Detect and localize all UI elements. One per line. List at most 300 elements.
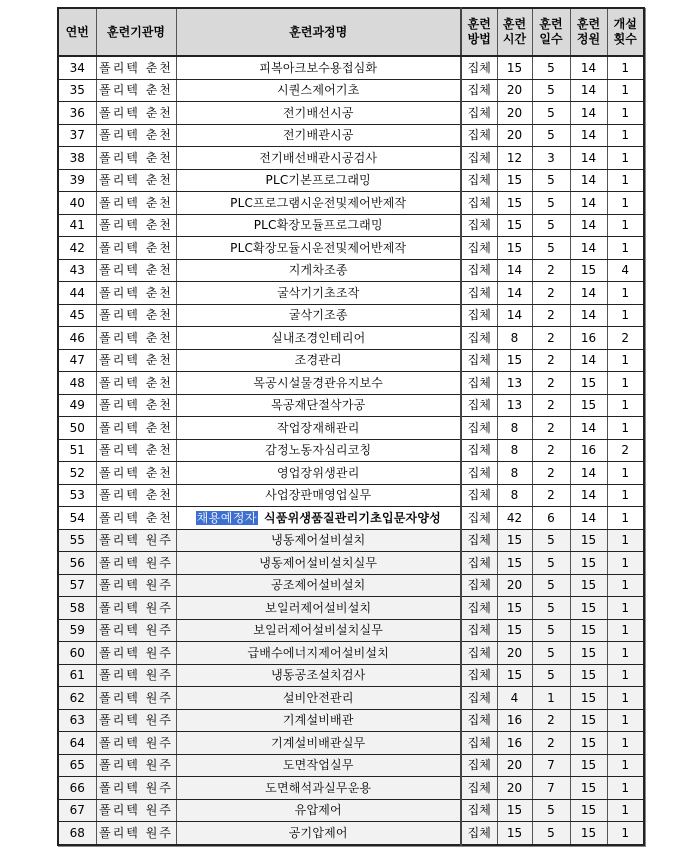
header-method-line1: 훈련: [467, 17, 491, 31]
cell-org: 폴리텍 원주: [96, 777, 176, 800]
table-row: [58, 56, 644, 79]
cell-course: 공기압제어: [176, 822, 461, 845]
cell-hours: 15: [497, 799, 532, 822]
cell-no: 67: [58, 799, 96, 822]
cell-org: 폴리텍 춘천: [96, 507, 176, 530]
cell-sessions: 1: [607, 192, 644, 215]
cell-org: 폴리텍 춘천: [96, 56, 176, 79]
cell-course: 피복아크보수용접심화: [176, 56, 461, 79]
cell-org: 폴리텍 춘천: [96, 237, 176, 260]
table-row: [58, 664, 644, 687]
table-row: [58, 462, 644, 485]
cell-capacity: 15: [570, 394, 607, 417]
cell-no: 66: [58, 777, 96, 800]
cell-hours: 8: [497, 484, 532, 507]
cell-course: 굴삭기조종: [176, 304, 461, 327]
cell-course: 감정노동자심리코칭: [176, 439, 461, 462]
table-row: [58, 237, 644, 260]
cell-org: 폴리텍 원주: [96, 664, 176, 687]
header-row: [58, 8, 644, 56]
cell-days: 2: [532, 439, 570, 462]
cell-org: 폴리텍 춘천: [96, 214, 176, 237]
cell-method: 집체: [461, 597, 497, 620]
cell-capacity: 15: [570, 822, 607, 845]
cell-sessions: 1: [607, 349, 644, 372]
cell-org: 폴리텍 춘천: [96, 102, 176, 125]
cell-course: 실내조경인테리어: [176, 327, 461, 350]
training-course-table: [57, 7, 645, 846]
cell-method: 집체: [461, 304, 497, 327]
cell-no: 38: [58, 147, 96, 170]
cell-days: 5: [532, 237, 570, 260]
header-org: 훈련기관명: [96, 8, 176, 56]
cell-days: 2: [532, 709, 570, 732]
cell-method: 집체: [461, 439, 497, 462]
cell-no: 34: [58, 56, 96, 79]
cell-course: 유압제어: [176, 799, 461, 822]
cell-sessions: 1: [607, 597, 644, 620]
cell-capacity: 16: [570, 439, 607, 462]
cell-course: 전기배선배관시공검사: [176, 147, 461, 170]
cell-hours: 15: [497, 529, 532, 552]
cell-method: 집체: [461, 484, 497, 507]
cell-hours: 15: [497, 552, 532, 575]
cell-sessions: 4: [607, 259, 644, 282]
cell-sessions: 1: [607, 214, 644, 237]
cell-org: 폴리텍 원주: [96, 619, 176, 642]
cell-sessions: 1: [607, 777, 644, 800]
cell-org: 폴리텍 원주: [96, 709, 176, 732]
cell-hours: 8: [497, 327, 532, 350]
table-row: [58, 349, 644, 372]
cell-days: 5: [532, 214, 570, 237]
cell-method: 집체: [461, 799, 497, 822]
cell-course: 급배수에너지제어설비설치: [176, 642, 461, 665]
cell-hours: 14: [497, 304, 532, 327]
table-row: [58, 574, 644, 597]
cell-capacity: 14: [570, 237, 607, 260]
cell-no: 63: [58, 709, 96, 732]
cell-capacity: 15: [570, 597, 607, 620]
cell-hours: 8: [497, 462, 532, 485]
cell-method: 집체: [461, 282, 497, 305]
cell-no: 65: [58, 754, 96, 777]
cell-days: 5: [532, 642, 570, 665]
header-days-line1: 훈련: [539, 17, 563, 31]
cell-hours: 20: [497, 102, 532, 125]
cell-org: 폴리텍 춘천: [96, 327, 176, 350]
table-row: [58, 417, 644, 440]
cell-hours: 16: [497, 732, 532, 755]
cell-capacity: 15: [570, 664, 607, 687]
cell-course: 냉동제어설비설치실무: [176, 552, 461, 575]
table-row: [58, 642, 644, 665]
table-row: [58, 687, 644, 710]
cell-capacity: 14: [570, 192, 607, 215]
cell-hours: 12: [497, 147, 532, 170]
cell-sessions: 1: [607, 372, 644, 395]
cell-capacity: 14: [570, 169, 607, 192]
cell-sessions: 1: [607, 56, 644, 79]
cell-capacity: 15: [570, 552, 607, 575]
cell-method: 집체: [461, 777, 497, 800]
cell-org: 폴리텍 춘천: [96, 79, 176, 102]
cell-org: 폴리텍 춘천: [96, 169, 176, 192]
table-row: [58, 327, 644, 350]
cell-org: 폴리텍 원주: [96, 642, 176, 665]
cell-days: 5: [532, 799, 570, 822]
cell-no: 47: [58, 349, 96, 372]
cell-capacity: 14: [570, 282, 607, 305]
cell-sessions: 1: [607, 237, 644, 260]
cell-course: 굴삭기기초조작: [176, 282, 461, 305]
cell-capacity: 15: [570, 754, 607, 777]
cell-days: 5: [532, 552, 570, 575]
cell-days: 2: [532, 732, 570, 755]
cell-no: 57: [58, 574, 96, 597]
cell-course: 기계설비배관: [176, 709, 461, 732]
cell-days: 3: [532, 147, 570, 170]
cell-no: 60: [58, 642, 96, 665]
table-row: [58, 192, 644, 215]
header-no: 연번: [58, 8, 96, 56]
cell-method: 집체: [461, 237, 497, 260]
table-row: [58, 507, 644, 530]
cell-hours: 42: [497, 507, 532, 530]
cell-no: 52: [58, 462, 96, 485]
header-capacity-line1: 훈련: [576, 17, 601, 31]
cell-days: 7: [532, 777, 570, 800]
cell-hours: 13: [497, 394, 532, 417]
cell-capacity: 14: [570, 507, 607, 530]
cell-method: 집체: [461, 664, 497, 687]
cell-no: 36: [58, 102, 96, 125]
header-capacity-line2: 정원: [576, 32, 601, 46]
cell-course: 설비안전관리: [176, 687, 461, 710]
cell-capacity: 15: [570, 574, 607, 597]
table-row: [58, 484, 644, 507]
cell-course: 목공재단절삭가공: [176, 394, 461, 417]
cell-org: 폴리텍 춘천: [96, 192, 176, 215]
cell-org: 폴리텍 원주: [96, 574, 176, 597]
cell-no: 53: [58, 484, 96, 507]
cell-no: 50: [58, 417, 96, 440]
cell-no: 59: [58, 619, 96, 642]
cell-days: 6: [532, 507, 570, 530]
cell-no: 51: [58, 439, 96, 462]
cell-days: 1: [532, 687, 570, 710]
cell-method: 집체: [461, 574, 497, 597]
cell-sessions: 1: [607, 664, 644, 687]
cell-course: PLC프로그램시운전및제어반제작: [176, 192, 461, 215]
cell-method: 집체: [461, 327, 497, 350]
cell-sessions: 1: [607, 124, 644, 147]
cell-method: 집체: [461, 259, 497, 282]
cell-method: 집체: [461, 754, 497, 777]
cell-org: 폴리텍 춘천: [96, 282, 176, 305]
cell-hours: 15: [497, 822, 532, 845]
cell-capacity: 15: [570, 619, 607, 642]
cell-no: 48: [58, 372, 96, 395]
cell-sessions: 1: [607, 484, 644, 507]
cell-no: 35: [58, 79, 96, 102]
cell-course: 기계설비배관실무: [176, 732, 461, 755]
cell-hours: 15: [497, 619, 532, 642]
cell-hours: 15: [497, 56, 532, 79]
cell-org: 폴리텍 춘천: [96, 259, 176, 282]
header-hours: [497, 8, 532, 56]
cell-days: 5: [532, 529, 570, 552]
cell-hours: 14: [497, 282, 532, 305]
cell-no: 45: [58, 304, 96, 327]
table-row: [58, 259, 644, 282]
cell-method: 집체: [461, 192, 497, 215]
cell-capacity: 14: [570, 147, 607, 170]
table-row: [58, 754, 644, 777]
cell-course: 전기배관시공: [176, 124, 461, 147]
cell-days: 5: [532, 619, 570, 642]
cell-no: 62: [58, 687, 96, 710]
cell-course: 작업장재해관리: [176, 417, 461, 440]
cell-sessions: 1: [607, 642, 644, 665]
table-row: [58, 282, 644, 305]
cell-course: 조경관리: [176, 349, 461, 372]
cell-course: PLC확장모듈시운전및제어반제작: [176, 237, 461, 260]
cell-hours: 15: [497, 237, 532, 260]
cell-days: 5: [532, 822, 570, 845]
hire-candidate-badge: 채용예정자: [196, 510, 258, 525]
cell-capacity: 14: [570, 124, 607, 147]
cell-hours: 8: [497, 439, 532, 462]
table-row: [58, 102, 644, 125]
cell-course: 목공시설물경관유지보수: [176, 372, 461, 395]
cell-capacity: 15: [570, 799, 607, 822]
cell-sessions: 1: [607, 529, 644, 552]
cell-capacity: 14: [570, 79, 607, 102]
cell-days: 7: [532, 754, 570, 777]
table-body: [58, 56, 644, 845]
cell-org: 폴리텍 춘천: [96, 349, 176, 372]
table-row: [58, 169, 644, 192]
header-sessions-line2: 횟수: [613, 32, 637, 46]
cell-hours: 20: [497, 574, 532, 597]
cell-capacity: 15: [570, 259, 607, 282]
cell-sessions: 1: [607, 417, 644, 440]
cell-method: 집체: [461, 394, 497, 417]
cell-no: 64: [58, 732, 96, 755]
table-row: [58, 439, 644, 462]
table-row: [58, 372, 644, 395]
cell-method: 집체: [461, 417, 497, 440]
cell-org: 폴리텍 원주: [96, 732, 176, 755]
cell-method: 집체: [461, 507, 497, 530]
cell-no: 37: [58, 124, 96, 147]
header-sessions-line1: 개설: [613, 17, 637, 31]
cell-days: 5: [532, 664, 570, 687]
cell-days: 2: [532, 282, 570, 305]
cell-org: 폴리텍 원주: [96, 597, 176, 620]
cell-days: 2: [532, 462, 570, 485]
cell-days: 2: [532, 417, 570, 440]
cell-course: 도면작업실무: [176, 754, 461, 777]
cell-method: 집체: [461, 732, 497, 755]
cell-days: 2: [532, 327, 570, 350]
cell-no: 49: [58, 394, 96, 417]
cell-method: 집체: [461, 124, 497, 147]
cell-course: PLC기본프로그래밍: [176, 169, 461, 192]
cell-method: 집체: [461, 529, 497, 552]
cell-capacity: 14: [570, 484, 607, 507]
cell-method: 집체: [461, 462, 497, 485]
cell-no: 55: [58, 529, 96, 552]
cell-sessions: 1: [607, 304, 644, 327]
cell-days: 2: [532, 349, 570, 372]
header-days-line2: 일수: [539, 32, 563, 46]
cell-sessions: 1: [607, 799, 644, 822]
cell-hours: 15: [497, 597, 532, 620]
cell-capacity: 14: [570, 102, 607, 125]
cell-capacity: 14: [570, 462, 607, 485]
cell-days: 5: [532, 192, 570, 215]
cell-method: 집체: [461, 56, 497, 79]
cell-days: 5: [532, 169, 570, 192]
cell-capacity: 14: [570, 56, 607, 79]
cell-hours: 4: [497, 687, 532, 710]
cell-org: 폴리텍 원주: [96, 822, 176, 845]
cell-method: 집체: [461, 169, 497, 192]
cell-hours: 15: [497, 214, 532, 237]
cell-sessions: 1: [607, 732, 644, 755]
table-row: [58, 147, 644, 170]
cell-sessions: 1: [607, 102, 644, 125]
cell-no: 39: [58, 169, 96, 192]
cell-sessions: 2: [607, 439, 644, 462]
table-row: [58, 394, 644, 417]
cell-method: 집체: [461, 349, 497, 372]
cell-sessions: 1: [607, 394, 644, 417]
cell-method: 집체: [461, 102, 497, 125]
cell-no: 54: [58, 507, 96, 530]
table-row: [58, 214, 644, 237]
cell-method: 집체: [461, 822, 497, 845]
cell-days: 5: [532, 597, 570, 620]
cell-hours: 20: [497, 777, 532, 800]
cell-capacity: 15: [570, 529, 607, 552]
cell-org: 폴리텍 춘천: [96, 147, 176, 170]
cell-org: 폴리텍 춘천: [96, 484, 176, 507]
cell-hours: 14: [497, 259, 532, 282]
cell-hours: 20: [497, 754, 532, 777]
cell-org: 폴리텍 춘천: [96, 304, 176, 327]
cell-course: 냉동공조설치검사: [176, 664, 461, 687]
cell-days: 2: [532, 259, 570, 282]
cell-no: 68: [58, 822, 96, 845]
cell-capacity: 15: [570, 709, 607, 732]
cell-org: 폴리텍 춘천: [96, 462, 176, 485]
cell-capacity: 15: [570, 642, 607, 665]
cell-course: 보일러제어설비설치실무: [176, 619, 461, 642]
cell-org: 폴리텍 원주: [96, 687, 176, 710]
cell-method: 집체: [461, 687, 497, 710]
cell-org: 폴리텍 원주: [96, 529, 176, 552]
cell-org: 폴리텍 춘천: [96, 417, 176, 440]
cell-hours: 13: [497, 372, 532, 395]
cell-course: 사업장판매영업실무: [176, 484, 461, 507]
table-row: [58, 79, 644, 102]
cell-method: 집체: [461, 552, 497, 575]
cell-sessions: 1: [607, 574, 644, 597]
cell-course: 보일러제어설비설치: [176, 597, 461, 620]
cell-sessions: 1: [607, 687, 644, 710]
course-name: 식품위생품질관리기초입문자양성: [264, 510, 441, 525]
cell-method: 집체: [461, 372, 497, 395]
cell-days: 2: [532, 484, 570, 507]
cell-capacity: 14: [570, 417, 607, 440]
cell-hours: 8: [497, 417, 532, 440]
cell-course: 냉동제어설비설치: [176, 529, 461, 552]
cell-hours: 15: [497, 169, 532, 192]
cell-course: 도면해석과실무운용: [176, 777, 461, 800]
cell-hours: 20: [497, 79, 532, 102]
cell-sessions: 2: [607, 327, 644, 350]
header-method: [461, 8, 497, 56]
header-hours-line2: 시간: [502, 32, 527, 46]
header-course: 훈련과정명: [176, 8, 461, 56]
cell-method: 집체: [461, 147, 497, 170]
cell-no: 43: [58, 259, 96, 282]
cell-days: 2: [532, 394, 570, 417]
cell-days: 2: [532, 372, 570, 395]
cell-hours: 15: [497, 664, 532, 687]
cell-no: 40: [58, 192, 96, 215]
cell-sessions: 1: [607, 169, 644, 192]
cell-days: 5: [532, 574, 570, 597]
cell-hours: 20: [497, 124, 532, 147]
cell-days: 5: [532, 124, 570, 147]
cell-method: 집체: [461, 79, 497, 102]
cell-course: 지게차조종: [176, 259, 461, 282]
cell-days: 2: [532, 304, 570, 327]
cell-method: 집체: [461, 619, 497, 642]
cell-org: 폴리텍 춘천: [96, 124, 176, 147]
cell-sessions: 1: [607, 754, 644, 777]
cell-capacity: 14: [570, 304, 607, 327]
cell-capacity: 15: [570, 732, 607, 755]
table-row: [58, 304, 644, 327]
table-row: [58, 597, 644, 620]
cell-org: 폴리텍 춘천: [96, 372, 176, 395]
cell-course: [176, 507, 461, 530]
cell-capacity: 16: [570, 327, 607, 350]
cell-course: PLC확장모듈프로그래밍: [176, 214, 461, 237]
cell-sessions: 1: [607, 822, 644, 845]
cell-hours: 16: [497, 709, 532, 732]
cell-days: 5: [532, 102, 570, 125]
table-row: [58, 822, 644, 845]
header-sessions: [607, 8, 644, 56]
cell-course: 시퀀스제어기초: [176, 79, 461, 102]
cell-days: 5: [532, 56, 570, 79]
cell-org: 폴리텍 원주: [96, 799, 176, 822]
header-method-line2: 방법: [467, 32, 491, 46]
cell-course: 영업장위생관리: [176, 462, 461, 485]
cell-org: 폴리텍 춘천: [96, 394, 176, 417]
cell-no: 42: [58, 237, 96, 260]
cell-sessions: 1: [607, 507, 644, 530]
table-row: [58, 732, 644, 755]
cell-capacity: 15: [570, 777, 607, 800]
cell-capacity: 14: [570, 349, 607, 372]
